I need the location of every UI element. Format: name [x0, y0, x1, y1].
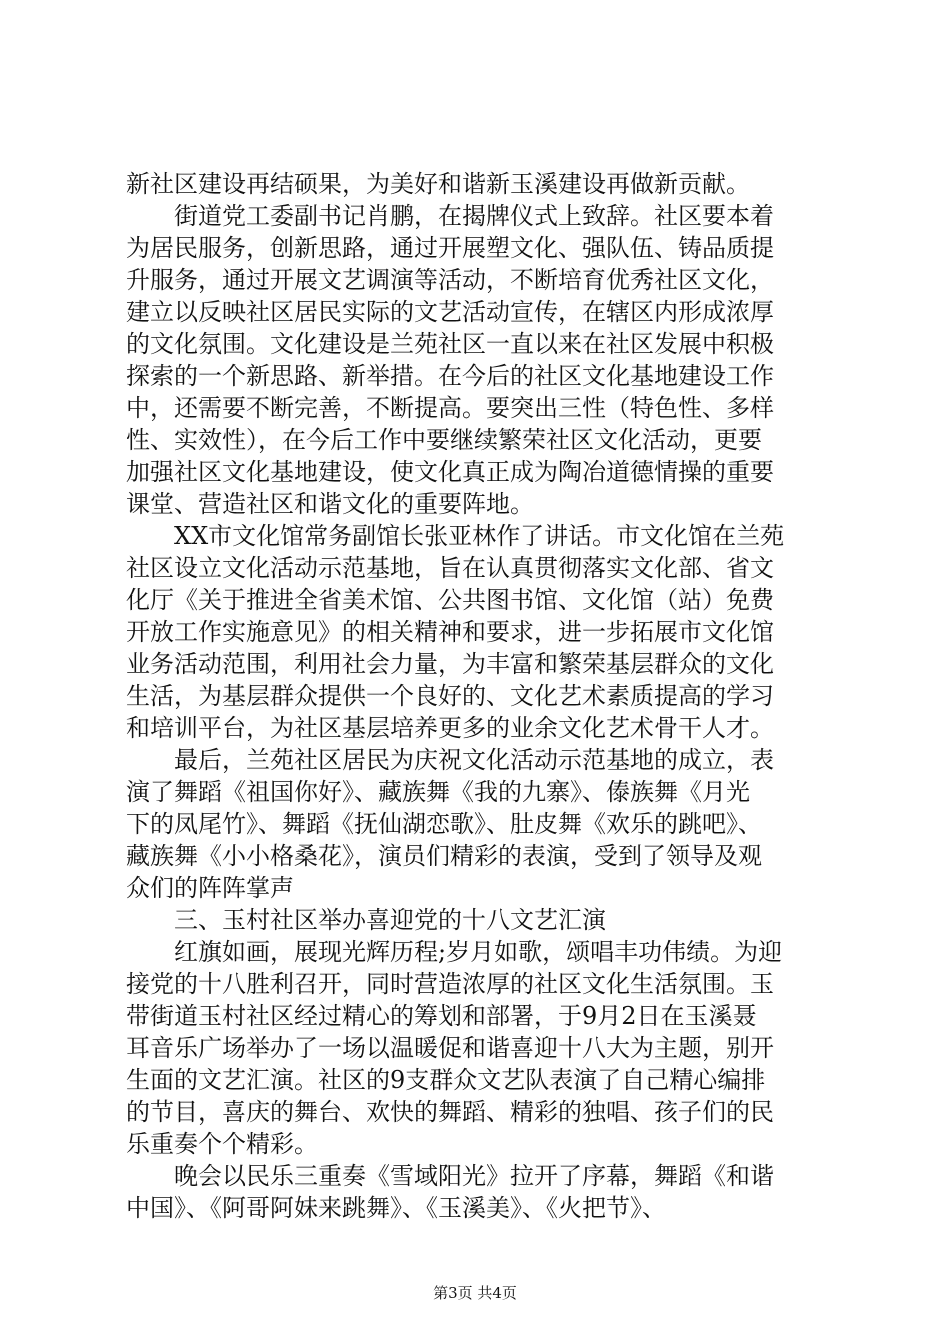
text-line: 的文化氛围。文化建设是兰苑社区一直以来在社区发展中积极	[126, 330, 774, 358]
text-line: 三、玉村社区举办喜迎党的十八文艺汇演	[126, 906, 606, 934]
text-line: 最后，兰苑社区居民为庆祝文化活动示范基地的成立，表	[126, 746, 774, 774]
text-line: 化厅《关于推进全省美术馆、公共图书馆、文化馆（站）免费	[126, 586, 774, 614]
text-line: 新社区建设再结硕果，为美好和谐新玉溪建设再做新贡献。	[126, 170, 750, 198]
text-line: 中国》、《阿哥阿妹来跳舞》、《玉溪美》、《火把节》、	[126, 1194, 666, 1222]
text-line: 和培训平台，为社区基层培养更多的业余文化艺术骨干人才。	[126, 714, 774, 742]
text-line: 接党的十八胜利召开，同时营造浓厚的社区文化生活氛围。玉	[126, 970, 774, 998]
text-line: 课堂、营造社区和谐文化的重要阵地。	[126, 490, 534, 518]
text-line: XX市文化馆常务副馆长张亚林作了讲话。市文化馆在兰苑	[126, 522, 785, 550]
text-line: 生活，为基层群众提供一个良好的、文化艺术素质提高的学习	[126, 682, 774, 710]
text-line: 藏族舞《小小格桑花》，演员们精彩的表演，受到了领导及观	[126, 842, 762, 870]
body-text	[126, 168, 826, 1224]
text-line: 中，还需要不断完善，不断提高。要突出三性（特色性、多样	[126, 394, 774, 422]
text-line: 街道党工委副书记肖鹏，在揭牌仪式上致辞。社区要本着	[126, 202, 774, 230]
text-line: 红旗如画，展现光辉历程;岁月如歌，颂唱丰功伟绩。为迎	[126, 938, 783, 966]
text-line: 开放工作实施意见》的相关精神和要求，进一步拓展市文化馆	[126, 618, 774, 646]
text-line: 为居民服务，创新思路，通过开展塑文化、强队伍、铸品质提	[126, 234, 774, 262]
text-line: 的节目，喜庆的舞台、欢快的舞蹈、精彩的独唱、孩子们的民	[126, 1098, 774, 1126]
text-line: 建立以反映社区居民实际的文艺活动宣传，在辖区内形成浓厚	[126, 298, 774, 326]
text-line: 性、实效性），在今后工作中要继续繁荣社区文化活动，更要	[126, 426, 762, 454]
text-line: 带街道玉村社区经过精心的筹划和部署，于9月2日在玉溪聂	[126, 1002, 757, 1030]
text-line: 晚会以民乐三重奏《雪域阳光》拉开了序幕，舞蹈《和谐	[126, 1162, 774, 1190]
text-line: 社区设立文化活动示范基地，旨在认真贯彻落实文化部、省文	[126, 554, 774, 582]
text-line: 下的凤尾竹》、舞蹈《抚仙湖恋歌》、肚皮舞《欢乐的跳吧》、	[126, 810, 762, 838]
text-line: 生面的文艺汇演。社区的9支群众文艺队表演了自己精心编排	[126, 1066, 766, 1094]
page-footer: 第3页 共4页	[433, 1284, 517, 1302]
text-line: 升服务，通过开展文艺调演等活动，不断培育优秀社区文化，	[126, 266, 774, 294]
text-line: 演了舞蹈《祖国你好》、藏族舞《我的九寨》、傣族舞《月光	[126, 778, 750, 806]
text-line: 业务活动范围，利用社会力量，为丰富和繁荣基层群众的文化	[126, 650, 774, 678]
text-line: 加强社区文化基地建设，使文化真正成为陶冶道德情操的重要	[126, 458, 774, 486]
text-line: 耳音乐广场举办了一场以温暖促和谐喜迎十八大为主题，别开	[126, 1034, 774, 1062]
text-line: 探索的一个新思路、新举措。在今后的社区文化基地建设工作	[126, 362, 774, 390]
text-line: 众们的阵阵掌声	[126, 874, 294, 902]
text-line: 乐重奏个个精彩。	[126, 1130, 318, 1158]
